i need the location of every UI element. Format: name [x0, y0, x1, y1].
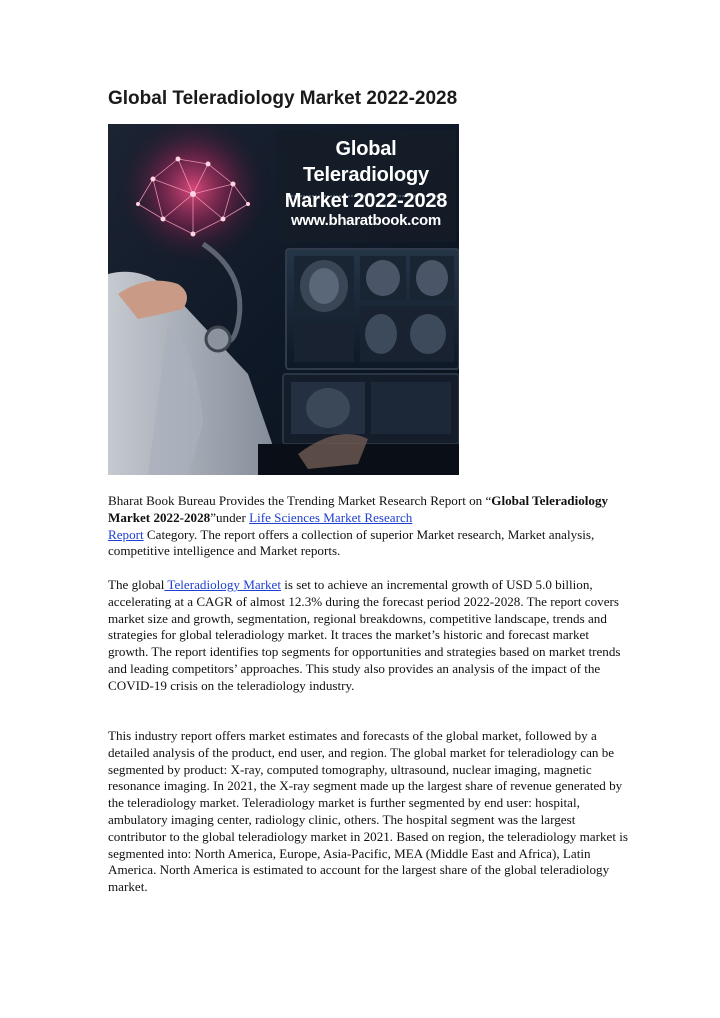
report-title-bold: Global Teleradiology Market 2022-2028 [108, 493, 609, 525]
hero-image [108, 124, 459, 475]
category-link-line2[interactable]: Report [108, 526, 144, 542]
category-link-line1[interactable]: Life Sciences Market Research [249, 509, 413, 525]
paragraph-intro [108, 493, 628, 560]
hero-title-line1: Global Teleradiology [303, 138, 429, 186]
hero-title [283, 136, 449, 214]
hero-url: www.bharatbook.com [291, 212, 441, 229]
document-title: Global Teleradiology Market 2022-2028 [108, 88, 458, 109]
intro-text-before: Bharat Book Bureau Provides the Trending Market Research Report on “ [108, 493, 492, 508]
growth-text-before: The global [108, 577, 165, 592]
paragraph-market-growth [108, 577, 628, 695]
hero-title-line2: Market 2022-2028 [284, 190, 448, 212]
intro-text-middle: ”under [210, 509, 250, 525]
growth-text-after: is set to achieve an incremental growth of USD 5.0 billion, accelerating at a CAGR of almost 12.3% during the forecast period 2022-2028. The report covers market size and growth, segmentation, regional breakdowns, competitive landscape, trends and strategies for global teleradiology market. It traces the market’s historic and forecast market growth. The report identifies top segments for opportunities and strategies based on market trends and leading competitors’ approaches. This study also provides an analysis of the impact of the COVID-19 crisis on the teleradiology industry. [108, 577, 621, 693]
intro-text-after: Category. The report offers a collection of superior Market research, Market analysis, competitive intelligence and Market reports. [108, 526, 595, 559]
paragraph-segmentation [108, 728, 628, 896]
teleradiology-market-link[interactable]: Teleradiology Market [164, 577, 282, 592]
segmentation-text: This industry report offers market estimates and forecasts of the global market, followed by a detailed analysis of the product, end user, and region. The global market for teleradiology can be segmented by product: X-ray, computed tomography, ultrasound, nuclear imaging, magnetic resonance imaging. In 2021, the X-ray segment made up the largest share of revenue generated by the teleradiology market. Teleradiology market is further segmented by end user: hospital, ambulatory imaging center, radiology clinic, others. The hospital segment was the largest contributor to the global teleradiology market in 2021. Based on region, the teleradiology market is segmented into: North America, Europe, Asia-Pacific, MEA (Middle East and Africa), Latin America. North America is estimated to account for the largest share of the global teleradiology market. [108, 728, 628, 895]
